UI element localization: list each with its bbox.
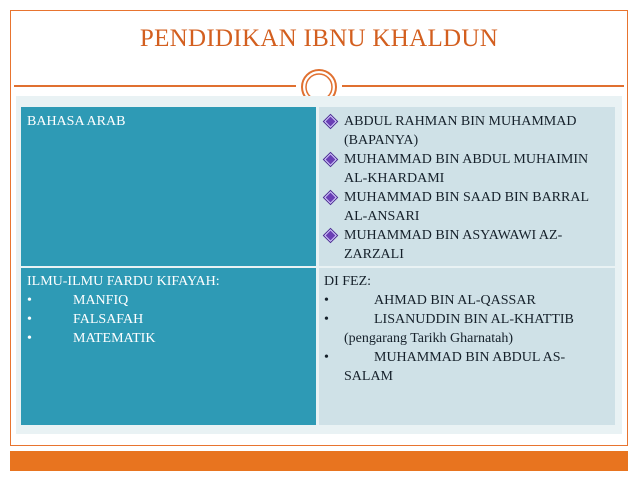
diamond-bullet-icon <box>324 229 337 242</box>
bullet-icon: • <box>324 312 329 327</box>
list-item-text: LISANUDDIN BIN AL-KHATTIB <box>374 312 574 327</box>
table-cell-teachers-fez <box>319 268 615 425</box>
list-item <box>324 348 610 386</box>
list-item-text: MANFIQ <box>73 293 129 308</box>
fez-teacher-list <box>324 291 610 386</box>
list-item <box>324 291 610 310</box>
list-item <box>324 310 610 348</box>
slide-title: PENDIDIKAN IBNU KHALDUN <box>139 25 499 52</box>
cell-heading: DI FEZ: <box>324 274 372 289</box>
list-item-text: MUHAMMAD BIN ASYAWAWI AZ-ZARZALI <box>344 228 563 262</box>
list-item <box>324 150 610 188</box>
list-item <box>324 226 610 264</box>
bullet-icon: • <box>324 293 329 308</box>
bullet-icon: • <box>27 312 32 327</box>
diamond-bullet-icon <box>324 115 337 128</box>
cell-heading: ILMU-ILMU FARDU KIFAYAH: <box>27 274 220 289</box>
bullet-icon: • <box>324 350 329 365</box>
bullet-icon: • <box>27 331 32 346</box>
list-item-note: (pengarang Tarikh Gharnatah) <box>344 331 514 346</box>
list-item <box>27 329 155 348</box>
list-item-text: AHMAD BIN AL-QASSAR <box>374 293 536 308</box>
subject-list <box>27 291 155 348</box>
teacher-list <box>324 112 610 264</box>
table-cell-fardu-kifayah <box>21 268 316 425</box>
list-item <box>324 188 610 226</box>
list-item <box>27 291 155 310</box>
list-item-text: MUHAMMAD BIN ABDUL MUHAIMIN AL-KHARDAMI <box>344 152 589 186</box>
list-item-text: ABDUL RAHMAN BIN MUHAMMAD (BAPANYA) <box>344 114 577 148</box>
diamond-bullet-icon <box>324 153 337 166</box>
diamond-bullet-icon <box>324 191 337 204</box>
footer-bar <box>10 451 628 471</box>
list-item-text: MATEMATIK <box>73 331 156 346</box>
list-item <box>27 310 155 329</box>
title-divider-left <box>14 85 296 87</box>
title-divider-right <box>342 85 624 87</box>
list-item <box>324 112 610 150</box>
bullet-icon: • <box>27 293 32 308</box>
table-cell-teachers-arab <box>319 107 615 266</box>
list-item-text: MUHAMMAD BIN ABDUL AS-SALAM <box>344 350 566 384</box>
list-item-text: MUHAMMAD BIN SAAD BIN BARRAL AL-ANSARI <box>344 190 589 224</box>
table-cell-bahasa-arab <box>21 107 316 266</box>
list-item-text: FALSAFAH <box>73 312 144 327</box>
cell-label: BAHASA ARAB <box>27 114 126 129</box>
